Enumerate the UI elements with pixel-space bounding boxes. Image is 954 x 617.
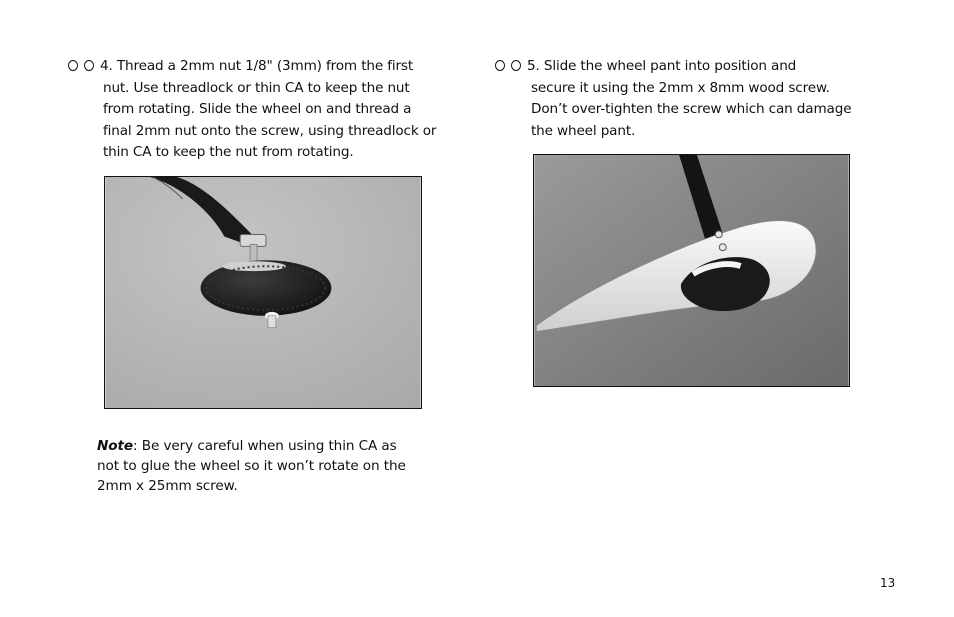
wheel-pant-photo-illustration [534, 155, 849, 386]
checkbox-circle-icon [68, 60, 78, 71]
step-5-line-3: Don’t over-tighten the screw which can damage [531, 101, 852, 118]
step-5 [495, 56, 851, 142]
step-5-line-2: secure it using the 2mm x 8mm wood screw. [531, 79, 830, 96]
checkbox-circle-icon [84, 60, 94, 71]
page-number: 13 [880, 576, 896, 590]
step-4-line-2: nut. Use threadlock or thin CA to keep the nut [103, 79, 410, 96]
checkbox-circle-icon [511, 60, 521, 71]
step-4-line-4: final 2mm nut onto the screw, using threadlock or [103, 122, 437, 139]
note-line-2: not to glue the wheel so it won’t rotate on the [97, 458, 406, 474]
note-line-1: Note: Be very careful when using thin CA as [97, 438, 397, 454]
checkbox-circle-icon [495, 60, 505, 71]
step-5-line-1: 5. Slide the wheel pant into position and [495, 56, 851, 78]
step-4 [68, 56, 436, 164]
wheel-photo-illustration [105, 177, 421, 408]
note-label: Note [97, 438, 134, 454]
step-4-photo-wheel [104, 176, 422, 409]
note-block [97, 436, 406, 496]
step-4-line-3: from rotating. Slide the wheel on and thread a [103, 101, 412, 118]
step-5-line-4: the wheel pant. [531, 122, 636, 139]
step-5-photo-wheel-pant [533, 154, 850, 387]
step-4-line-5: thin CA to keep the nut from rotating. [103, 144, 354, 161]
note-line-3: 2mm x 25mm screw. [97, 478, 238, 494]
step-4-line-1: 4. Thread a 2mm nut 1/8" (3mm) from the first [68, 56, 436, 78]
